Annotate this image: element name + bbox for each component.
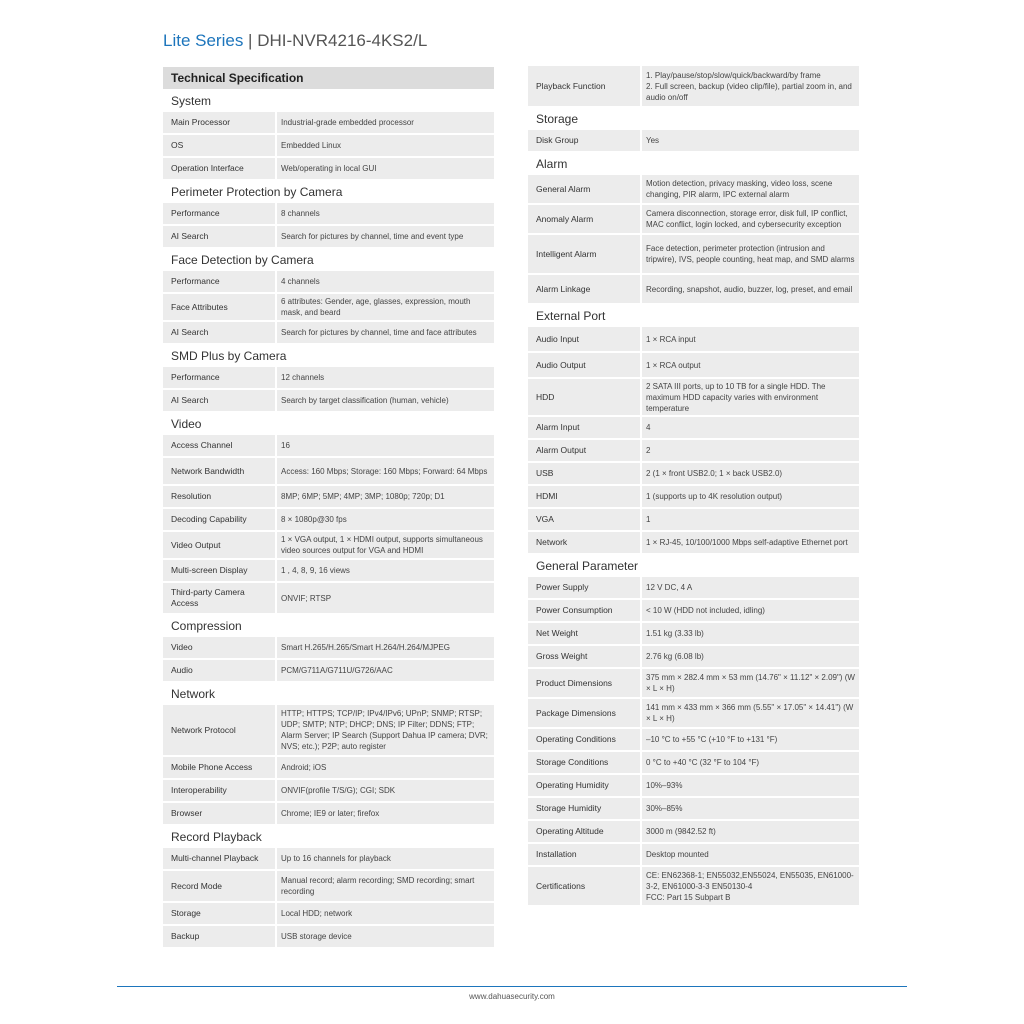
section-title-face-detection-by-camera: Face Detection by Camera	[171, 253, 314, 267]
spec-label: Storage Humidity	[528, 798, 640, 819]
right-column	[528, 66, 859, 907]
spec-row-storage-conditions	[528, 752, 859, 773]
spec-row-storage	[163, 903, 494, 924]
spec-row-video-output	[163, 532, 494, 558]
spec-value: Desktop mounted	[642, 844, 859, 865]
spec-label: Performance	[163, 271, 275, 292]
spec-label: Operating Conditions	[528, 729, 640, 750]
spec-value: Face detection, perimeter protection (intrusion and tripwire), IVS, people counting, heat map, and SMD alarms	[642, 235, 859, 273]
spec-value: 6 attributes: Gender, age, glasses, expression, mouth mask, and beard	[277, 294, 494, 320]
spec-value: 12 channels	[277, 367, 494, 388]
spec-row-network	[528, 532, 859, 553]
spec-value: 1 × VGA output, 1 × HDMI output, supports simultaneous video sources output for VGA and HDMI	[277, 532, 494, 558]
spec-row-hdmi	[528, 486, 859, 507]
spec-value: 2	[642, 440, 859, 461]
spec-row-alarm-linkage	[528, 275, 859, 303]
spec-value: Motion detection, privacy masking, video loss, scene changing, PIR alarm, IPC external alarm	[642, 175, 859, 203]
spec-label: Intelligent Alarm	[528, 235, 640, 273]
spec-value: PCM/G711A/G711U/G726/AAC	[277, 660, 494, 681]
spec-value: 1 , 4, 8, 9, 16 views	[277, 560, 494, 581]
spec-row-playback-function	[528, 66, 859, 106]
spec-value: 1 × RCA output	[642, 353, 859, 377]
spec-value: –10 °C to +55 °C (+10 °F to +131 °F)	[642, 729, 859, 750]
spec-label: General Alarm	[528, 175, 640, 203]
spec-label: Mobile Phone Access	[163, 757, 275, 778]
spec-label: HDD	[528, 379, 640, 415]
spec-value: Search by target classification (human, vehicle)	[277, 390, 494, 411]
footer-url: www.dahuasecurity.com	[469, 992, 555, 1001]
spec-value: 1 × RJ-45, 10/100/1000 Mbps self-adaptive Ethernet port	[642, 532, 859, 553]
spec-row-audio-input	[528, 327, 859, 351]
spec-value: HTTP; HTTPS; TCP/IP; IPv4/IPv6; UPnP; SNMP; RTSP; UDP; SMTP; NTP; DHCP; DNS; IP Filter; DDNS; FTP; Alarm Server; IP Search (Support Dahua IP camera; DVR; NVS; etc.); P2P; auto register	[277, 705, 494, 755]
spec-value: 30%–85%	[642, 798, 859, 819]
spec-row-intelligent-alarm	[528, 235, 859, 273]
spec-row-anomaly-alarm	[528, 205, 859, 233]
section-title-video: Video	[171, 417, 202, 431]
spec-value: 3000 m (9842.52 ft)	[642, 821, 859, 842]
spec-row-operating-humidity	[528, 775, 859, 796]
spec-label: Network Protocol	[163, 705, 275, 755]
spec-row-browser	[163, 803, 494, 824]
spec-row-audio-output	[528, 353, 859, 377]
spec-label: Package Dimensions	[528, 699, 640, 727]
title-separator: |	[243, 31, 258, 50]
spec-row-certifications	[528, 867, 859, 905]
spec-label: Storage Conditions	[528, 752, 640, 773]
spec-label: Network Bandwidth	[163, 458, 275, 484]
spec-value: Android; iOS	[277, 757, 494, 778]
spec-row-hdd	[528, 379, 859, 415]
spec-label: OS	[163, 135, 275, 156]
spec-label: Face Attributes	[163, 294, 275, 320]
spec-header: Technical Specification	[163, 67, 494, 89]
spec-label: Power Supply	[528, 577, 640, 598]
spec-label: Alarm Input	[528, 417, 640, 438]
spec-row-package-dimensions	[528, 699, 859, 727]
spec-label: Audio Input	[528, 327, 640, 351]
spec-label: Network	[528, 532, 640, 553]
spec-label: Resolution	[163, 486, 275, 507]
spec-row-gross-weight	[528, 646, 859, 667]
spec-label: Disk Group	[528, 130, 640, 151]
spec-value: 8 channels	[277, 203, 494, 224]
spec-row-audio	[163, 660, 494, 681]
spec-label: Alarm Linkage	[528, 275, 640, 303]
section-title-smd-plus-by-camera: SMD Plus by Camera	[171, 349, 287, 363]
section-title-perimeter-protection-by-camera: Perimeter Protection by Camera	[171, 185, 343, 199]
spec-value: 141 mm × 433 mm × 366 mm (5.55" × 17.05" × 14.41") (W × L × H)	[642, 699, 859, 727]
spec-row-storage-humidity	[528, 798, 859, 819]
spec-label: Net Weight	[528, 623, 640, 644]
spec-row-operating-altitude	[528, 821, 859, 842]
spec-value: Embedded Linux	[277, 135, 494, 156]
spec-label: Product Dimensions	[528, 669, 640, 697]
spec-row-ai-search	[163, 226, 494, 247]
spec-value: 2 (1 × front USB2.0; 1 × back USB2.0)	[642, 463, 859, 484]
spec-value: USB storage device	[277, 926, 494, 947]
spec-value: Recording, snapshot, audio, buzzer, log, preset, and email	[642, 275, 859, 303]
spec-label: Audio Output	[528, 353, 640, 377]
spec-value: 1 × RCA input	[642, 327, 859, 351]
spec-label: Storage	[163, 903, 275, 924]
spec-row-disk-group	[528, 130, 859, 151]
model-name: DHI-NVR4216-4KS2/L	[257, 31, 428, 50]
spec-label: Gross Weight	[528, 646, 640, 667]
section-title-system: System	[171, 94, 212, 108]
spec-row-net-weight	[528, 623, 859, 644]
spec-label: Browser	[163, 803, 275, 824]
spec-label: HDMI	[528, 486, 640, 507]
spec-label: Certifications	[528, 867, 640, 905]
spec-row-alarm-output	[528, 440, 859, 461]
spec-value: 375 mm × 282.4 mm × 53 mm (14.76" × 11.12" × 2.09") (W × L × H)	[642, 669, 859, 697]
spec-row-product-dimensions	[528, 669, 859, 697]
spec-row-ai-search	[163, 322, 494, 343]
spec-row-access-channel	[163, 435, 494, 456]
spec-value: 2.76 kg (6.08 lb)	[642, 646, 859, 667]
spec-row-network-protocol	[163, 705, 494, 755]
spec-row-power-supply	[528, 577, 859, 598]
spec-label: Power Consumption	[528, 600, 640, 621]
spec-value: < 10 W (HDD not included, idling)	[642, 600, 859, 621]
spec-label: Operating Humidity	[528, 775, 640, 796]
spec-label: USB	[528, 463, 640, 484]
spec-label: Main Processor	[163, 112, 275, 133]
spec-value: Web/operating in local GUI	[277, 158, 494, 179]
spec-value: Camera disconnection, storage error, disk full, IP conflict, MAC conflict, login locked, and cybersecurity exception	[642, 205, 859, 233]
spec-label: AI Search	[163, 322, 275, 343]
spec-row-interoperability	[163, 780, 494, 801]
spec-row-backup	[163, 926, 494, 947]
spec-row-vga	[528, 509, 859, 530]
spec-row-operation-interface	[163, 158, 494, 179]
spec-value: Up to 16 channels for playback	[277, 848, 494, 869]
spec-value: 1. Play/pause/stop/slow/quick/backward/by frame 2. Full screen, backup (video clip/file), partial zoom in, and audio on/off	[642, 66, 859, 106]
spec-value: Yes	[642, 130, 859, 151]
spec-value: 1.51 kg (3.33 lb)	[642, 623, 859, 644]
section-title-alarm: Alarm	[536, 157, 568, 171]
spec-row-operating-conditions	[528, 729, 859, 750]
spec-label: Record Mode	[163, 871, 275, 901]
spec-value: ONVIF(profile T/S/G); CGI; SDK	[277, 780, 494, 801]
spec-value: Access: 160 Mbps; Storage: 160 Mbps; Forward: 64 Mbps	[277, 458, 494, 484]
spec-row-network-bandwidth	[163, 458, 494, 484]
spec-label: Multi-channel Playback	[163, 848, 275, 869]
spec-value: 8MP; 6MP; 5MP; 4MP; 3MP; 1080p; 720p; D1	[277, 486, 494, 507]
spec-value: 1 (supports up to 4K resolution output)	[642, 486, 859, 507]
spec-row-resolution	[163, 486, 494, 507]
spec-label: Anomaly Alarm	[528, 205, 640, 233]
spec-value: 12 V DC, 4 A	[642, 577, 859, 598]
spec-label: Audio	[163, 660, 275, 681]
section-title-general-parameter: General Parameter	[536, 559, 639, 573]
spec-row-decoding-capability	[163, 509, 494, 530]
section-title-record-playback: Record Playback	[171, 830, 262, 844]
spec-value: Search for pictures by channel, time and face attributes	[277, 322, 494, 343]
spec-label: Performance	[163, 203, 275, 224]
spec-value: 4 channels	[277, 271, 494, 292]
spec-label: Third-party Camera Access	[163, 583, 275, 613]
spec-row-installation	[528, 844, 859, 865]
spec-row-performance	[163, 367, 494, 388]
spec-value: Manual record; alarm recording; SMD recording; smart recording	[277, 871, 494, 901]
spec-row-alarm-input	[528, 417, 859, 438]
spec-label: Performance	[163, 367, 275, 388]
spec-label: Decoding Capability	[163, 509, 275, 530]
spec-row-os	[163, 135, 494, 156]
spec-value: Chrome; IE9 or later; firefox	[277, 803, 494, 824]
spec-label: Access Channel	[163, 435, 275, 456]
spec-value: CE: EN62368-1; EN55032,EN55024, EN55035, EN61000-3-2, EN61000-3-3 EN50130-4 FCC: Part 15 Subpart B	[642, 867, 859, 905]
right-spec-body	[528, 66, 859, 905]
spec-row-record-mode	[163, 871, 494, 901]
spec-row-third-party-camera-access	[163, 583, 494, 613]
section-title-network: Network	[171, 687, 216, 701]
spec-row-main-processor	[163, 112, 494, 133]
spec-row-performance	[163, 271, 494, 292]
page-title	[163, 31, 427, 51]
section-title-compression: Compression	[171, 619, 242, 633]
spec-value: 4	[642, 417, 859, 438]
spec-label: Multi-screen Display	[163, 560, 275, 581]
spec-row-power-consumption	[528, 600, 859, 621]
spec-row-general-alarm	[528, 175, 859, 203]
spec-value: ONVIF; RTSP	[277, 583, 494, 613]
spec-label: Interoperability	[163, 780, 275, 801]
spec-label: Installation	[528, 844, 640, 865]
section-title-storage: Storage	[536, 112, 579, 126]
spec-value: 1	[642, 509, 859, 530]
spec-row-video	[163, 637, 494, 658]
spec-row-mobile-phone-access	[163, 757, 494, 778]
spec-value: 8 × 1080p@30 fps	[277, 509, 494, 530]
spec-label: AI Search	[163, 390, 275, 411]
spec-label: Operating Altitude	[528, 821, 640, 842]
left-column	[163, 67, 494, 949]
left-spec-body	[163, 90, 494, 947]
spec-value: Industrial-grade embedded processor	[277, 112, 494, 133]
spec-value: Local HDD; network	[277, 903, 494, 924]
spec-row-face-attributes	[163, 294, 494, 320]
footer-divider	[117, 986, 907, 987]
section-title-external-port: External Port	[536, 309, 606, 323]
spec-label: VGA	[528, 509, 640, 530]
spec-value: 2 SATA III ports, up to 10 TB for a single HDD. The maximum HDD capacity varies with environment temperature	[642, 379, 859, 415]
spec-row-multi-channel-playback	[163, 848, 494, 869]
spec-label: Alarm Output	[528, 440, 640, 461]
spec-label: Backup	[163, 926, 275, 947]
series-name: Lite Series	[163, 31, 244, 50]
spec-label: AI Search	[163, 226, 275, 247]
spec-label: Playback Function	[528, 66, 640, 106]
spec-row-ai-search	[163, 390, 494, 411]
spec-row-multi-screen-display	[163, 560, 494, 581]
spec-row-performance	[163, 203, 494, 224]
spec-label: Video Output	[163, 532, 275, 558]
spec-label: Operation Interface	[163, 158, 275, 179]
spec-value: Smart H.265/H.265/Smart H.264/H.264/MJPEG	[277, 637, 494, 658]
spec-value: 0 °C to +40 °C (32 °F to 104 °F)	[642, 752, 859, 773]
spec-label: Video	[163, 637, 275, 658]
spec-value: 16	[277, 435, 494, 456]
spec-value: Search for pictures by channel, time and event type	[277, 226, 494, 247]
spec-value: 10%–93%	[642, 775, 859, 796]
spec-row-usb	[528, 463, 859, 484]
